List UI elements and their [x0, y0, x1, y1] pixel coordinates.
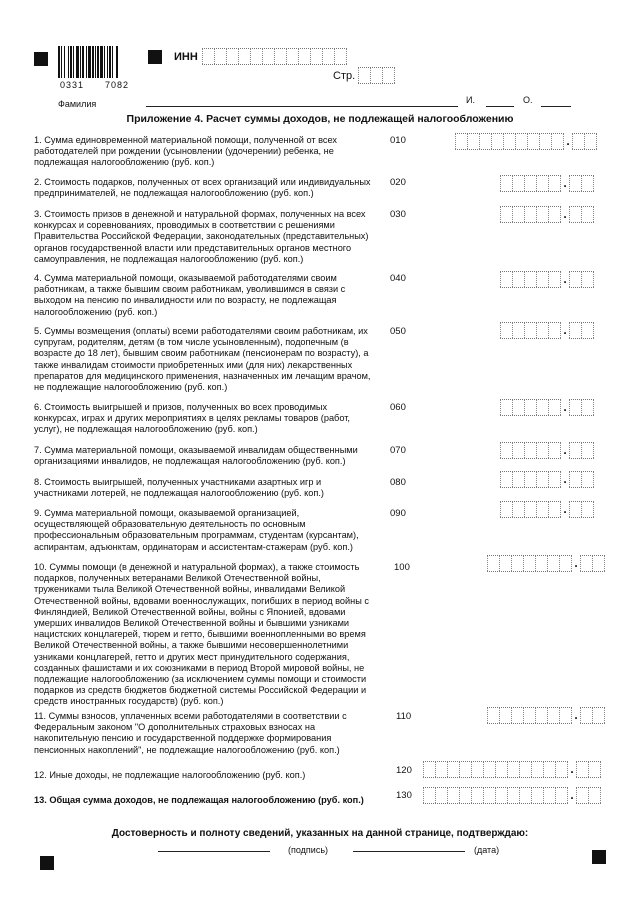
initial-o-label: О. [523, 95, 533, 105]
date-label: (дата) [474, 845, 500, 855]
barcode-bar [118, 46, 119, 78]
date-field[interactable] [353, 851, 465, 852]
amount-field-060[interactable]: . [500, 400, 594, 415]
amount-field-130[interactable]: . [423, 788, 601, 803]
row-code: 110 [396, 711, 412, 722]
barcode [58, 46, 144, 78]
page-number-field[interactable] [358, 67, 395, 84]
row-code: 020 [390, 177, 406, 188]
amount-field-020[interactable]: . [500, 176, 594, 191]
row-text: 9. Сумма материальной помощи, оказываемой организацией, осуществляющей образовательную деятельность по основным профессиональным образовательным программам, студентам (курсантам), аспирантам, адъюнктам, ординаторам и ассистентам-стажерам (руб. коп.) [34, 508, 359, 552]
row-text: 1. Сумма единовременной материальной помощи, полученной от всех работодателей при рождении (усыновлении (удочерении) ребенка, не подлежащая налогообложению (руб. коп.) [34, 135, 338, 168]
row-code: 040 [390, 273, 406, 284]
row-text: 8. Стоимость выигрышей, полученных участниками азартных игр и участниками лотерей, не подлежащая налогообложению (руб. коп.) [34, 477, 324, 499]
page-label: Стр. [333, 70, 356, 82]
row-code: 060 [390, 402, 406, 413]
certification-text: Достоверность и полноту сведений, указанных на данной странице, подтверждаю: [111, 828, 529, 839]
signature-label: (подпись) [288, 845, 329, 855]
corner-marker-top-middle [148, 50, 162, 64]
surname-field[interactable] [146, 106, 458, 107]
initial-o-field[interactable] [541, 106, 571, 107]
amount-field-070[interactable]: . [500, 443, 594, 458]
row-text: 10. Суммы помощи (в денежной и натуральной формах), а также стоимость подарков, полученных ветеранами Великой Отечественной войны, тружениками тыла Великой Отечественной войны, инвалидами Великой Отечественной войны, вдовами военнослужащих, погибших в период войны с Финляндией, Великой Отечественной войны, войны с Японией, вдовами умерших инвалидов Великой Отечественной войны и бывшими узниками нацистских концлагерей, тюрем и гетто, бывшими военнопленными во время Великой Отечественной войны, а также бывшими несовершеннолетними узниками концлагерей, гетто и других мест принудительного содержания, созданных фашистами и их союзниками в период Второй мировой войны, не подлежащие налогообложению (за исключением суммы помощи и стоимости подарков из средств бюджетов бюджетной системы Российской Федерации и средств иностранных государств) (руб. коп.) [34, 562, 369, 707]
row-code: 010 [390, 135, 406, 146]
row-text: 11. Суммы взносов, уплаченных всеми работодателями в соответствии с Федеральным законом "О дополнительных страховых взносах на накопительную пенсию и государственной поддержке формирования пенсионных накоплений", не подлежащие налогообложению (руб. коп.) [34, 711, 347, 755]
row-text: 12. Иные доходы, не подлежащие налогообложению (руб. коп.) [34, 770, 306, 780]
initial-i-field[interactable] [486, 106, 514, 107]
row-text: 6. Стоимость выигрышей и призов, полученных во всех проводимых конкурсах, играх и других мероприятиях в целях рекламы товаров (работ, услуг), не подлежащая налогообложению (руб. коп.) [34, 402, 350, 435]
corner-marker-top-left [34, 52, 48, 66]
initial-i-label: И. [466, 95, 475, 105]
surname-label: Фамилия [58, 99, 97, 109]
appendix-title: Приложение 4. Расчет суммы доходов, не подлежащей налогообложению [126, 113, 514, 125]
row-code: 070 [390, 445, 406, 456]
barcode-number-right: 7082 [105, 80, 130, 90]
row-code: 130 [396, 790, 412, 801]
row-code: 120 [396, 765, 412, 776]
corner-marker-bottom-right [592, 850, 606, 864]
amount-field-090[interactable]: . [500, 502, 594, 517]
inn-label: ИНН [174, 51, 198, 63]
row-code: 080 [390, 477, 406, 488]
row-text: 4. Сумма материальной помощи, оказываемой работодателями своим работникам, а также бывшим своим работникам, уволившимся в связи с выходом на пенсию по инвалидности или по возрасту, не подлежащая налогообложению (руб. коп.) [34, 273, 346, 317]
row-text: 3. Стоимость призов в денежной и натуральной формах, полученных на всех конкурсах и соревнованиях, проводимых в соответствии с решениями Правительства Российской Федерации, законодательных (представительных) органов государственной власти или представительных органов местного самоуправления, не подлежащая налогообложению (руб. коп.) [34, 209, 369, 264]
row-text: 13. Общая сумма доходов, не подлежащая налогообложению (руб. коп.) [34, 795, 364, 805]
row-text: 7. Сумма материальной помощи, оказываемой инвалидам общественными организациями инвалидов, не подлежащая налогообложению (руб. коп.) [34, 445, 358, 467]
row-code: 100 [394, 562, 410, 573]
row-text: 5. Суммы возмещения (оплаты) всеми работодателями своим работникам, их супругам, родителям, детям (в том числе усыновленным), подопечным (в возрасте до 18 лет), бывшим своим работникам (пенсионерам по возрасту), а также инвалидам стоимости приобретенных ими (для них) лекарственных препаратов для медицинского применения, назначенных им лечащим врачом, не подлежащие налогообложению (руб. коп.) [34, 326, 371, 393]
amount-field-110[interactable]: . [487, 708, 605, 723]
amount-field-050[interactable]: . [500, 323, 594, 338]
row-text: 2. Стоимость подарков, полученных от всех организаций или индивидуальных предпринимателей, не подлежащая налогообложению (руб. коп.) [34, 177, 371, 199]
corner-marker-bottom-left [40, 856, 54, 870]
amount-field-030[interactable]: . [500, 207, 594, 222]
row-code: 050 [390, 326, 406, 337]
row-code: 090 [390, 508, 406, 519]
row-code: 030 [390, 209, 406, 220]
amount-field-010[interactable]: . [455, 134, 597, 149]
amount-field-080[interactable]: . [500, 472, 594, 487]
signature-field[interactable] [158, 851, 270, 852]
amount-field-100[interactable]: . [487, 556, 605, 571]
amount-field-040[interactable]: . [500, 272, 594, 287]
amount-field-120[interactable]: . [423, 762, 601, 777]
inn-field[interactable] [202, 48, 347, 65]
barcode-number-left: 0331 [60, 80, 85, 90]
